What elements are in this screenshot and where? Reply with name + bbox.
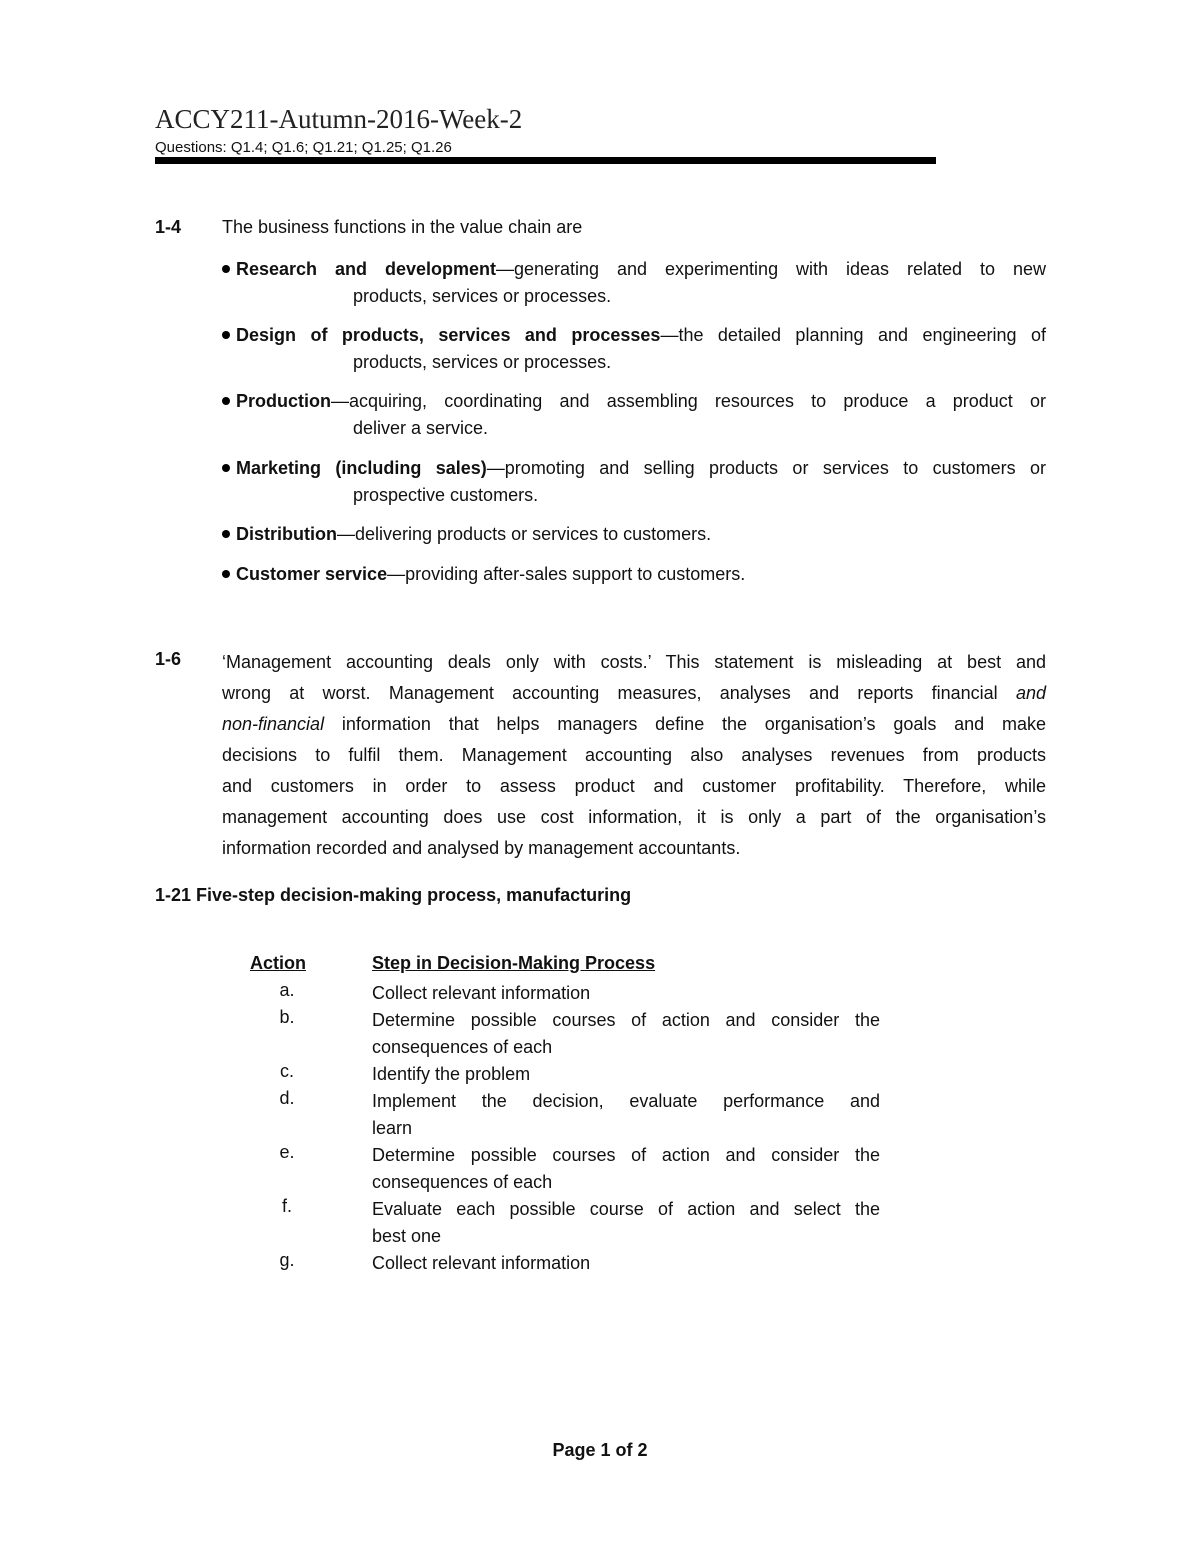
question-number-1-4: 1-4 bbox=[155, 217, 182, 237]
row-step-continuation: consequences of each bbox=[372, 1172, 553, 1192]
bullet-description: —the detailed planning and engineering of bbox=[660, 325, 1046, 345]
answer-emphasis: and bbox=[1015, 683, 1046, 703]
page-number: Page 1 of 2 bbox=[552, 1440, 648, 1460]
row-step: Collect relevant information bbox=[372, 1253, 591, 1273]
answer-line: decisions to fulfil them. Management accounting also analyses revenues from products bbox=[222, 745, 1046, 765]
bullet-description: —acquiring, coordinating and assembling resources to produce a product or bbox=[331, 391, 1046, 411]
bullet-description: —delivering products or services to customers. bbox=[337, 524, 712, 544]
answer-line bbox=[222, 678, 1046, 709]
answer-text: wrong at worst. Management accounting measures, analyses and reports financial bbox=[222, 683, 998, 703]
answer-line bbox=[222, 709, 1046, 740]
row-step: Identify the problem bbox=[372, 1064, 531, 1084]
row-step: Determine possible courses of action and consider the bbox=[372, 1145, 880, 1165]
bullet-continuation: prospective customers. bbox=[353, 485, 539, 505]
question-1-6-answer bbox=[222, 647, 1046, 864]
bullet-term: Production bbox=[236, 391, 331, 411]
column-header-action: Action bbox=[250, 953, 306, 973]
row-step: Evaluate each possible course of action and select the bbox=[372, 1199, 880, 1219]
bullet-term: Distribution bbox=[236, 524, 337, 544]
question-number-1-6: 1-6 bbox=[155, 649, 182, 669]
value-chain-bullet bbox=[222, 521, 1046, 548]
bullet-icon bbox=[222, 397, 230, 405]
bullet-description: —providing after-sales support to customers. bbox=[387, 564, 746, 584]
value-chain-bullet bbox=[222, 455, 1046, 509]
document-title: ACCY211-Autumn-2016-Week-2 bbox=[155, 104, 523, 134]
row-step: Implement the decision, evaluate performance and bbox=[372, 1091, 880, 1111]
bullet-term: Customer service bbox=[236, 564, 388, 584]
row-step: Collect relevant information bbox=[372, 983, 591, 1003]
row-step-continuation: consequences of each bbox=[372, 1037, 553, 1057]
bullet-term: Marketing (including sales) bbox=[236, 458, 487, 478]
value-chain-bullet bbox=[222, 388, 1046, 442]
row-letter: c. bbox=[279, 1061, 294, 1081]
header-divider bbox=[155, 157, 936, 164]
bullet-continuation: deliver a service. bbox=[353, 418, 489, 438]
bullet-description: —generating and experimenting with ideas related to new bbox=[496, 259, 1046, 279]
column-header-step: Step in Decision-Making Process bbox=[372, 953, 656, 973]
row-letter: g. bbox=[279, 1250, 295, 1270]
bullet-icon bbox=[222, 265, 230, 273]
row-letter: d. bbox=[279, 1088, 295, 1108]
row-letter: b. bbox=[279, 1007, 295, 1027]
bullet-icon bbox=[222, 331, 230, 339]
bullet-continuation: products, services or processes. bbox=[353, 286, 612, 306]
answer-line: information recorded and analysed by management accountants. bbox=[222, 838, 741, 858]
value-chain-bullet bbox=[222, 256, 1046, 310]
bullet-description: —promoting and selling products or services to customers or bbox=[486, 458, 1046, 478]
answer-text: information that helps managers define the organisation’s goals and make bbox=[341, 714, 1046, 734]
bullet-term: Research and development bbox=[236, 259, 496, 279]
document-subtitle: Questions: Q1.4; Q1.6; Q1.21; Q1.25; Q1.26 bbox=[155, 139, 452, 156]
row-step: Determine possible courses of action and consider the bbox=[372, 1010, 880, 1030]
answer-line: ‘Management accounting deals only with costs.’ This statement is misleading at best and bbox=[222, 652, 1046, 672]
row-letter: f. bbox=[281, 1196, 292, 1216]
row-step-continuation: best one bbox=[372, 1226, 442, 1246]
question-1-21-heading: 1-21 Five-step decision-making process, manufacturing bbox=[155, 885, 632, 905]
row-letter: a. bbox=[279, 980, 295, 1000]
value-chain-bullet bbox=[222, 322, 1046, 376]
bullet-icon bbox=[222, 530, 230, 538]
answer-emphasis: non-financial bbox=[222, 714, 325, 734]
row-step-continuation: learn bbox=[372, 1118, 413, 1138]
answer-line: management accounting does use cost information, it is only a part of the organisation’s bbox=[222, 807, 1046, 827]
bullet-continuation: products, services or processes. bbox=[353, 352, 612, 372]
value-chain-bullet bbox=[222, 561, 1046, 588]
row-letter: e. bbox=[279, 1142, 295, 1162]
bullet-term: Design of products, services and processes bbox=[236, 325, 661, 345]
bullet-icon bbox=[222, 464, 230, 472]
question-1-4-intro: The business functions in the value chain are bbox=[222, 217, 583, 237]
bullet-icon bbox=[222, 570, 230, 578]
answer-line: and customers in order to assess product and customer profitability. Therefore, while bbox=[222, 776, 1046, 796]
